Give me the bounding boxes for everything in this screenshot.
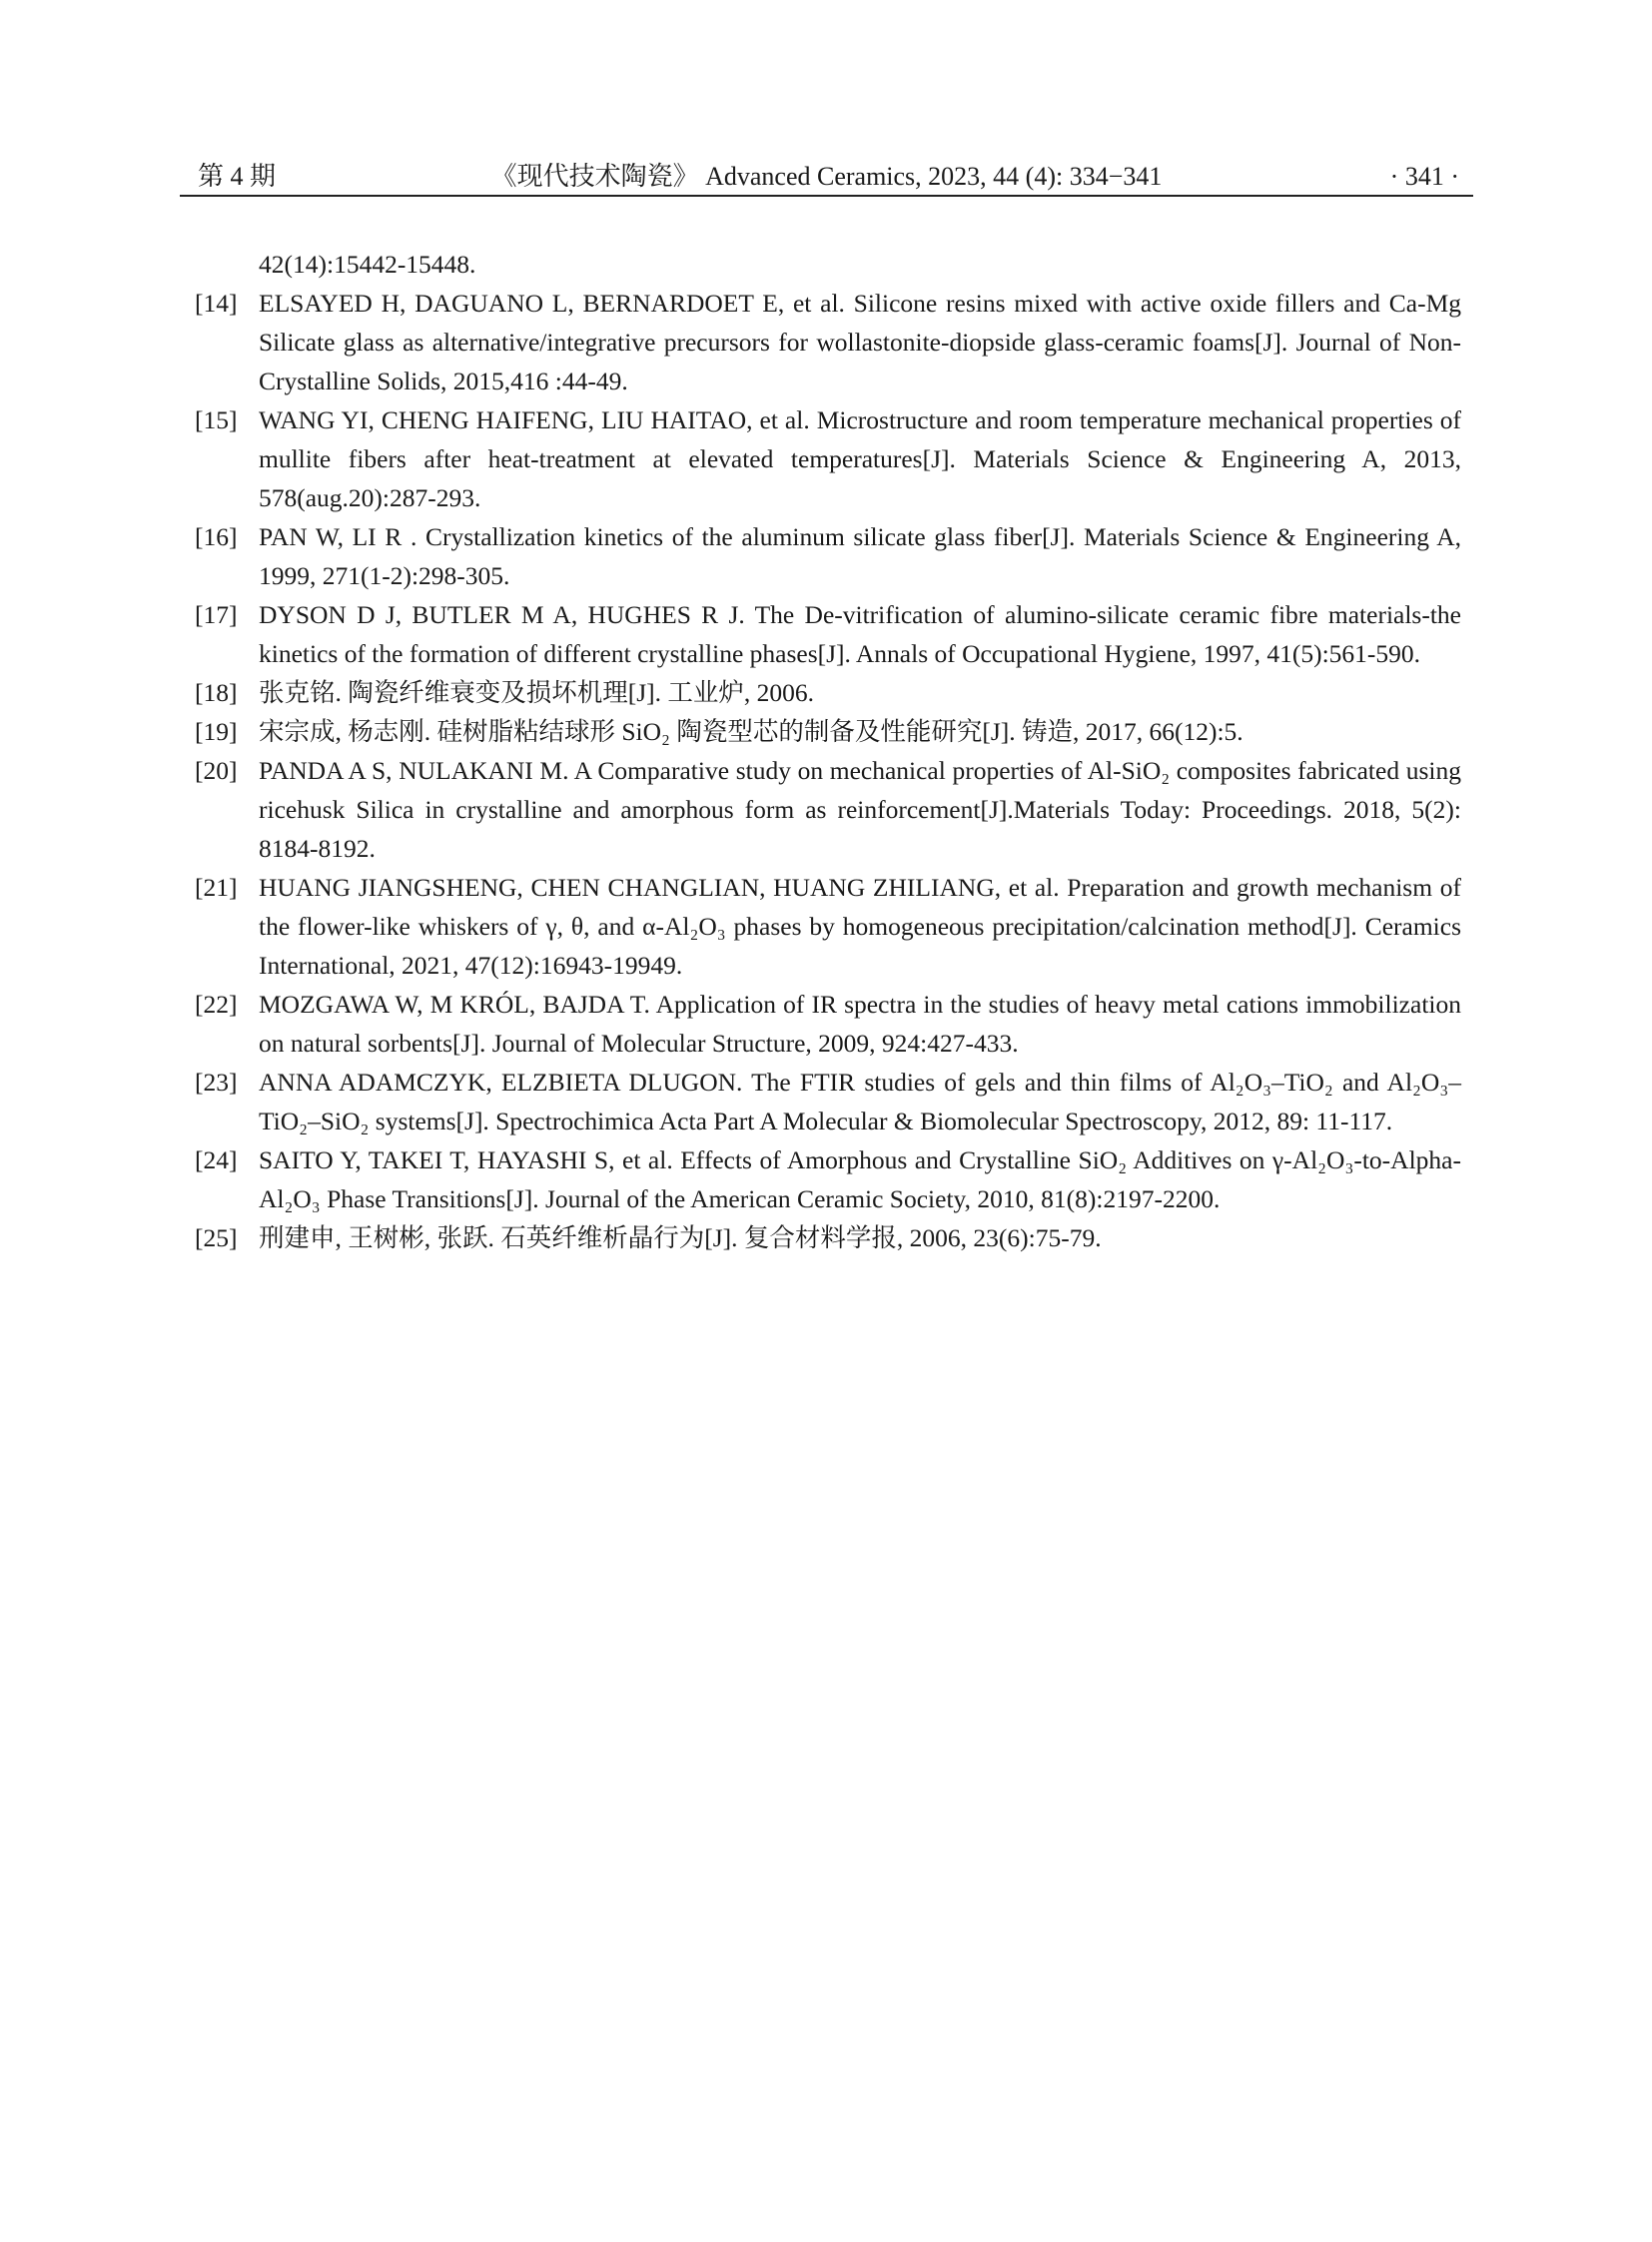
reference-text: 刑建申, 王树彬, 张跃. 石英纤维析晶行为[J]. 复合材料学报, 2006, 23(6):75-79. <box>259 1223 1102 1252</box>
reference-item-20 <box>195 751 1461 868</box>
reference-text: ELSAYED H, DAGUANO L, BERNARDOET E, et al. Silicone resins mixed with active oxide fillers and Ca-Mg Silicate glass as alternative/integrative precursors for wollastonite-diopside glass-ceramic foams[J]. Journal of Non-Crystalline Solids, 2015,416 :44-49. <box>259 289 1461 395</box>
reference-number: [24] <box>195 1145 238 1174</box>
reference-number: [15] <box>195 405 238 434</box>
reference-text: ANNA ADAMCZYK, ELZBIETA DLUGON. The FTIR studies of gels and thin films of Al₂O₃–TiO₂ and Al₂O₃–TiO₂–SiO₂ systems[J]. Spectrochimica Acta Part A Molecular & Biomolecular Spectroscopy, 2012, 89: 11-117. <box>259 1068 1461 1135</box>
reference-item-24 <box>195 1140 1461 1218</box>
reference-text: HUANG JIANGSHENG, CHEN CHANGLIAN, HUANG ZHILIANG, et al. Preparation and growth mechanism of the flower-like whiskers of γ, θ, and α-Al₂O₃ phases by homogeneous precipitation/calcination method[J]. Ceramics International, 2021, 47(12):16943-19949. <box>259 873 1461 980</box>
reference-number: [14] <box>195 289 238 318</box>
reference-item-21 <box>195 868 1461 985</box>
reference-text: SAITO Y, TAKEI T, HAYASHI S, et al. Effects of Amorphous and Crystalline SiO₂ Additives on γ-Al₂O₃-to-Alpha-Al₂O₃ Phase Transitions[J]. Journal of the American Ceramic Society, 2010, 81(8):2197-2200. <box>259 1145 1461 1213</box>
reference-number: [22] <box>195 990 238 1019</box>
reference-item-19 <box>195 712 1461 751</box>
reference-number: [25] <box>195 1223 238 1252</box>
reference-text: 张克铭. 陶瓷纤维衰变及损坏机理[J]. 工业炉, 2006. <box>259 678 815 707</box>
reference-item-25 <box>195 1218 1461 1257</box>
reference-number: [16] <box>195 522 238 551</box>
reference-item-23 <box>195 1063 1461 1140</box>
reference-item-15 <box>195 400 1461 517</box>
issue-number: 第 4 期 <box>198 162 277 191</box>
page-number: · 341 · <box>1389 162 1459 191</box>
reference-list <box>195 245 1461 1257</box>
header-rule <box>180 195 1473 197</box>
reference-text: PANDA A S, NULAKANI M. A Comparative study on mechanical properties of Al-SiO₂ composites fabricated using ricehusk Silica in crystalline and amorphous form as reinforcement[J].Materials Today: Proceedings. 2018, 5(2): 8184-8192. <box>259 756 1461 863</box>
reference-number: [19] <box>195 717 238 746</box>
reference-item-17 <box>195 595 1461 673</box>
journal-citation: 《现代技术陶瓷》 Advanced Ceramics, 2023, 44 (4): 334−341 <box>490 162 1163 191</box>
reference-item-14 <box>195 284 1461 400</box>
reference-text: 宋宗成, 杨志刚. 硅树脂粘结球形 SiO₂ 陶瓷型芯的制备及性能研究[J]. 铸造, 2017, 66(12):5. <box>259 717 1243 746</box>
reference-text: WANG YI, CHENG HAIFENG, LIU HAITAO, et al. Microstructure and room temperature mechanical properties of mullite fibers after heat-treatment at elevated temperatures[J]. Materials Science & Engineering A, 2013, 578(aug.20):287-293. <box>259 405 1461 512</box>
reference-number: [17] <box>195 600 238 629</box>
reference-continuation <box>195 245 1461 284</box>
reference-number: [18] <box>195 678 238 707</box>
reference-text: DYSON D J, BUTLER M A, HUGHES R J. The De-vitrification of alumino-silicate ceramic fibre materials-the kinetics of the formation of different crystalline phases[J]. Annals of Occupational Hygiene, 1997, 41(5):561-590. <box>259 600 1461 668</box>
reference-item-16 <box>195 517 1461 595</box>
reference-text: PAN W, LI R . Crystallization kinetics of the aluminum silicate glass fiber[J]. Materials Science & Engineering A, 1999, 271(1-2):298-305. <box>259 522 1461 590</box>
reference-number: [20] <box>195 756 238 785</box>
reference-number: [23] <box>195 1068 238 1097</box>
reference-text: MOZGAWA W, M KRÓL, BAJDA T. Application of IR spectra in the studies of heavy metal cations immobilization on natural sorbents[J]. Journal of Molecular Structure, 2009, 924:427-433. <box>259 990 1461 1058</box>
reference-item-22 <box>195 985 1461 1063</box>
reference-text: 42(14):15442-15448. <box>259 250 476 279</box>
running-header <box>180 160 1473 194</box>
reference-number: [21] <box>195 873 238 902</box>
reference-item-18 <box>195 673 1461 712</box>
